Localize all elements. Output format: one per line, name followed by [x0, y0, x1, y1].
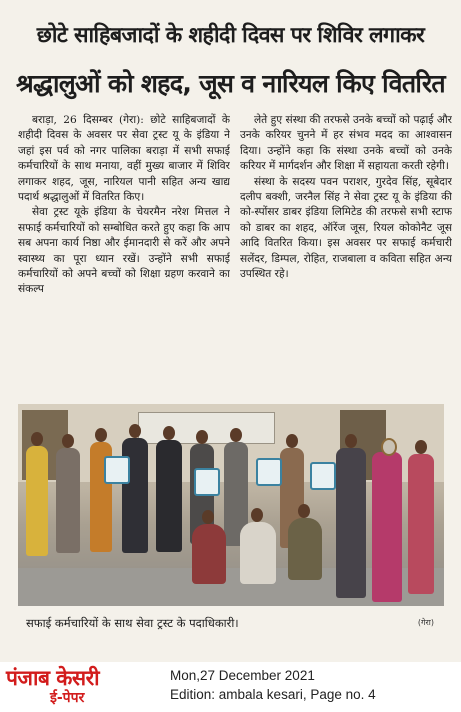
- photo-person: [408, 454, 434, 594]
- headline-line-2: श्रद्धालुओं को शहद, जूस व नारियल किए वितरित: [16, 69, 445, 98]
- photo-person-seated: [192, 524, 226, 584]
- punjab-kesari-logo: [6, 664, 156, 710]
- photo-person-head: [163, 426, 175, 440]
- article-paragraph: सेवा ट्रस्ट यूके इंडिया के चेयरमैन नरेश मित्तल ने सफाई कर्मचारियों को सम्बोधित करते हुए कहा कि आप सब अपना कार्य निष्ठा और ईमानदारी से करें और अपने स्वास्थ्य का पूरा ध्यान रखें। उन्होंने सभी सफाई कर्मचारियों को अपने बच्चों को शिक्षा ग्रहण करवाने का संकल्प: [18, 206, 230, 296]
- article-column-1: [18, 113, 230, 398]
- photo-person-seated: [240, 522, 276, 584]
- photo-caption-text: सफाई कर्मचारियों के साथ सेवा ट्रस्ट के पदाधिकारी।: [26, 616, 239, 630]
- photo-person-head: [230, 428, 242, 442]
- photo-person-head: [196, 430, 208, 444]
- epaper-footer: [0, 662, 461, 712]
- article-paragraph: संस्था के सदस्य पवन पराशर, गुरदेव सिंह, सूबेदार दलीप बक्शी, जरनैल सिंह ने सेवा ट्रस्ट यू के इंडिया की को-स्पोंसर डाबर इंडिया लिमिटेड की तरफसे सभी स्टाफ को डाबर का शहद, ऑरेंज जूस, रियल कोकोनैट जूस आदि वितरित किया। इस अवसर पर सफाई कर्मचारी सलेंदर, डिम्पल, रोहित, राजबाला व कविता सहित अन्य उपस्थित रहे।: [240, 175, 452, 281]
- article-column-2: [240, 113, 452, 398]
- edition-details: Edition: ambala kesari, Page no. 4: [170, 687, 376, 702]
- photo-placard: [104, 456, 130, 484]
- photo-person-head: [251, 508, 263, 522]
- photo-placard: [310, 462, 336, 490]
- photo-person: [372, 452, 402, 602]
- photo-placard: [256, 458, 282, 486]
- photo-person: [156, 440, 182, 552]
- photo-person-head: [286, 434, 298, 448]
- logo-subtitle: ई-पेपर: [50, 690, 85, 706]
- logo-title: पंजाब केसरी: [6, 666, 100, 690]
- headline-line-1: छोटे साहिबजादों के शहीदी दिवस पर शिविर लगाकर: [36, 23, 425, 48]
- photo-person: [26, 446, 48, 556]
- photo-person-head: [95, 428, 107, 442]
- photo-placard: [194, 468, 220, 496]
- article-paragraph: लेते हुए संस्था की तरफसे उनके बच्चों को पढ़ाई और उनके करियर चुनने में हर संभव मदद का आश्वासन दिया। उन्होंने कहा कि संस्था उनके बच्चों को उनके करियर में मार्गदर्शन और शिक्षा में सहायता करती रहेगी।: [240, 114, 452, 173]
- photo-person-head: [345, 434, 357, 448]
- article-paragraph: बराड़ा, 26 दिसम्बर (गेरा): छोटे साहिबजादों के शहीदी दिवस के अवसर पर सेवा ट्रस्ट यू के इंडिया ने जहां इस पर्व को नगर पालिका बराड़ा में सभी सफाई कर्मचारियों के साथ मनाया, वहीं मुख्य बाजार में शिविर लगाकर शहद, जूस, नारियल पानी सहित अन्य खाद्य पदार्थ श्रद्धालुओं में वितरित किए।: [18, 114, 230, 204]
- photo-caption: [18, 612, 444, 634]
- photo-person-head: [202, 510, 214, 524]
- photo-person-head: [31, 432, 43, 446]
- photo-person: [56, 448, 80, 553]
- photo-credit: (गेरा): [417, 618, 434, 627]
- publication-date: Mon,27 December 2021: [170, 668, 315, 683]
- photo-person-head: [415, 440, 427, 454]
- photo-person-head: [298, 504, 310, 518]
- photo-person: [336, 448, 366, 598]
- photo-person-head: [381, 438, 397, 456]
- photo-person-seated: [288, 518, 322, 580]
- photo-person-head: [62, 434, 74, 448]
- article-photo: [18, 404, 444, 606]
- edition-info: [170, 666, 376, 704]
- photo-person-head: [129, 424, 141, 438]
